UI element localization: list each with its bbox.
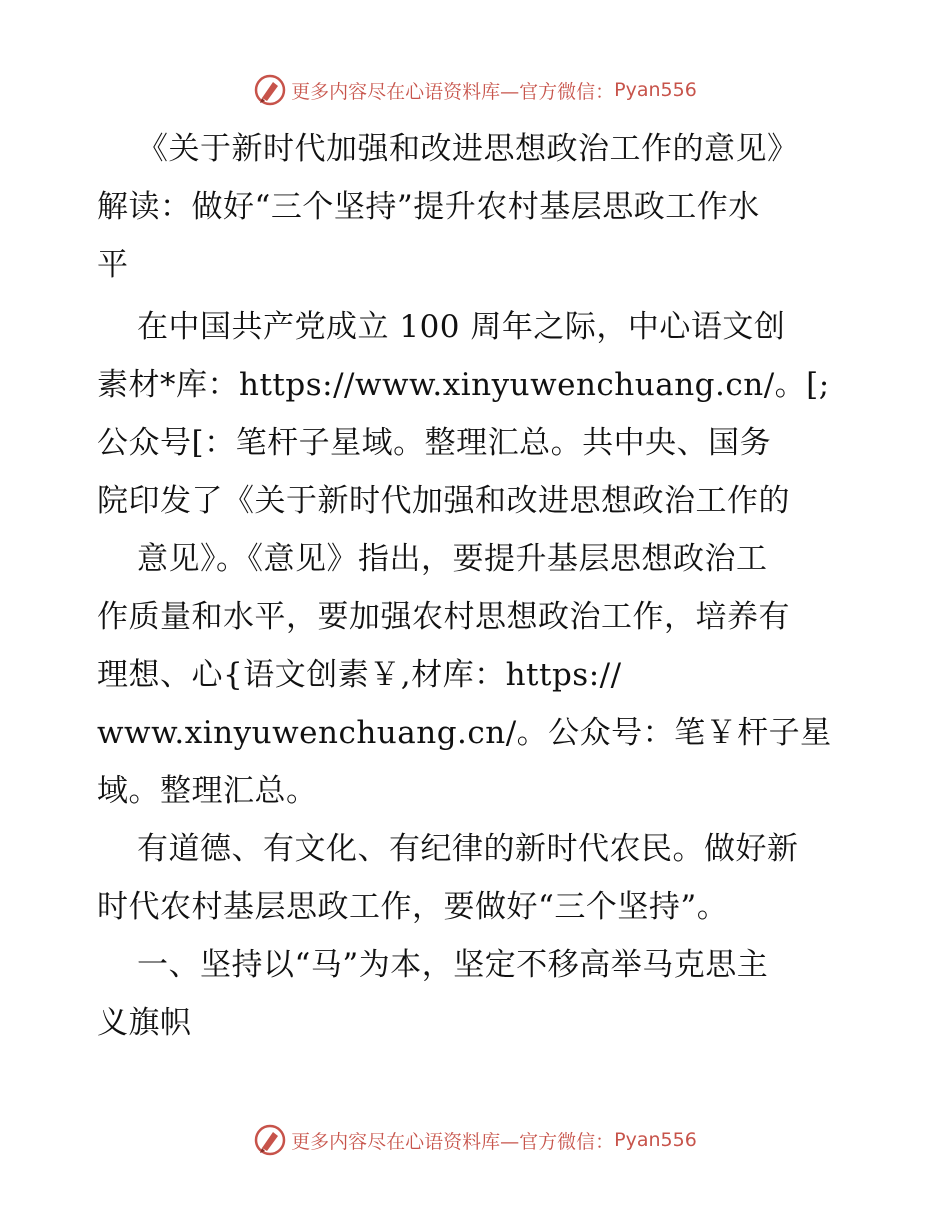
paragraph-2 [97,820,857,936]
pen-logo-icon [253,73,287,107]
watermark-text: 更多内容尽在心语资料库—官方微信： [291,1130,615,1153]
paragraph-line: 公众号[：笔杆子星域。整理汇总。共中央、国务 [97,425,772,461]
section-heading-1 [97,936,857,1052]
title-line: 《关于新时代加强和改进思想政治工作的意见》 [137,131,799,167]
title-line: 解读：做好“三个坚持”提升农村基层思政工作水 [97,189,760,225]
header-watermark [0,70,950,110]
paragraph-line: 素材*库：https://www.xinyuwenchuang.cn/。[; [97,367,830,403]
paragraph-line: 在中国共产党成立 100 周年之际，中心语文创 [137,309,786,345]
paragraph-line: 院印发了《关于新时代加强和改进思想政治工作的 [97,483,790,519]
paragraph-line: 理想、心{语文创素￥,材库：https:// [97,657,622,693]
paragraph-line: 作质量和水平，要加强农村思想政治工作，培养有 [97,599,790,635]
watermark-text: 更多内容尽在心语资料库—官方微信： [291,80,615,103]
section-line: 义旗帜 [97,1005,192,1041]
section-line: 一、坚持以“马”为本，坚定不移高举马克思主 [137,947,769,983]
watermark-wechat-id: Pyan556 [614,79,697,101]
watermark-wechat-id: Pyan556 [614,1129,697,1151]
paragraph-line: www.xinyuwenchuang.cn/。公众号：笔￥杆子星 [97,715,832,751]
pen-logo-icon [253,1123,287,1157]
document-title [97,120,857,294]
title-line: 平 [97,247,129,283]
footer-watermark [0,1120,950,1160]
paragraph-line: 意见》。《意见》指出，要提升基层思想政治工 [137,541,768,577]
document-body [97,120,857,1052]
paragraph-line: 有道德、有文化、有纪律的新时代农民。做好新 [137,831,799,867]
paragraph-line: 时代农村基层思政工作，要做好“三个坚持”。 [97,889,729,925]
paragraph-1 [97,298,857,820]
paragraph-line: 域。整理汇总。 [97,773,318,809]
